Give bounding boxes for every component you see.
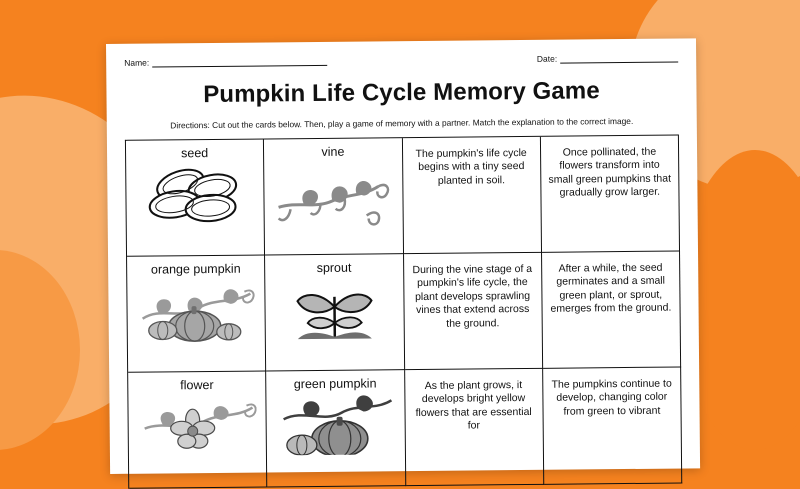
card-orange-pumpkin[interactable] bbox=[127, 255, 266, 372]
card-text-develop[interactable] bbox=[543, 367, 682, 484]
card-label: seed bbox=[181, 146, 209, 161]
orange-pumpkin-icon bbox=[136, 278, 257, 343]
card-text: During the vine stage of a pumpkin's life cycle, the plant develops sprawling vines that extend across the ground. bbox=[412, 262, 533, 330]
name-date-row bbox=[124, 53, 678, 68]
card-vine[interactable] bbox=[264, 138, 403, 255]
worksheet-page bbox=[106, 38, 700, 474]
card-flower[interactable] bbox=[128, 371, 267, 488]
pumpkin-flower-icon bbox=[138, 394, 257, 457]
card-text-vine-stage[interactable] bbox=[404, 253, 543, 370]
card-sprout[interactable] bbox=[265, 254, 404, 371]
card-label: green pumpkin bbox=[293, 376, 377, 392]
card-text: After a while, the seed germinates and a small green plant, or sprout, emerges from the ground. bbox=[550, 261, 672, 316]
card-seed[interactable] bbox=[126, 139, 265, 256]
name-input-line[interactable] bbox=[152, 56, 327, 68]
card-text: The pumpkin's life cycle begins with a tiny seed planted in soil. bbox=[415, 146, 527, 187]
date-field[interactable] bbox=[537, 53, 678, 64]
card-text: As the plant grows, it develops bright yellow flowers that are essential for bbox=[415, 379, 532, 432]
page-title: Pumpkin Life Cycle Memory Game bbox=[203, 77, 600, 109]
date-input-line[interactable] bbox=[560, 53, 678, 64]
card-label: orange pumpkin bbox=[150, 261, 241, 277]
sprout-icon bbox=[279, 276, 390, 343]
name-field[interactable] bbox=[124, 56, 327, 68]
card-text-pollinated[interactable] bbox=[541, 136, 680, 253]
card-text-seed[interactable] bbox=[402, 137, 541, 254]
card-text-germinates[interactable] bbox=[542, 251, 681, 368]
pumpkin-vine-icon bbox=[274, 160, 393, 231]
name-label: Name: bbox=[124, 57, 150, 68]
card-green-pumpkin[interactable] bbox=[266, 370, 405, 487]
memory-card-grid bbox=[125, 135, 682, 489]
card-label: sprout bbox=[316, 260, 352, 275]
card-text: The pumpkins continue to develop, changing color from green to vibrant bbox=[551, 377, 672, 418]
pumpkin-seeds-icon bbox=[140, 162, 251, 229]
card-label: flower bbox=[180, 377, 214, 393]
directions-text: Directions: Cut out the cards below. Then, play a game of memory with a partner. Match the explanation to the correct image. bbox=[170, 115, 634, 131]
green-pumpkin-icon bbox=[275, 392, 396, 455]
card-text-flowers[interactable] bbox=[405, 369, 544, 486]
card-text: Once pollinated, the flowers transform into small green pumpkins that gradually grow larger. bbox=[548, 145, 672, 199]
date-label: Date: bbox=[536, 53, 558, 64]
card-label: vine bbox=[321, 144, 345, 159]
